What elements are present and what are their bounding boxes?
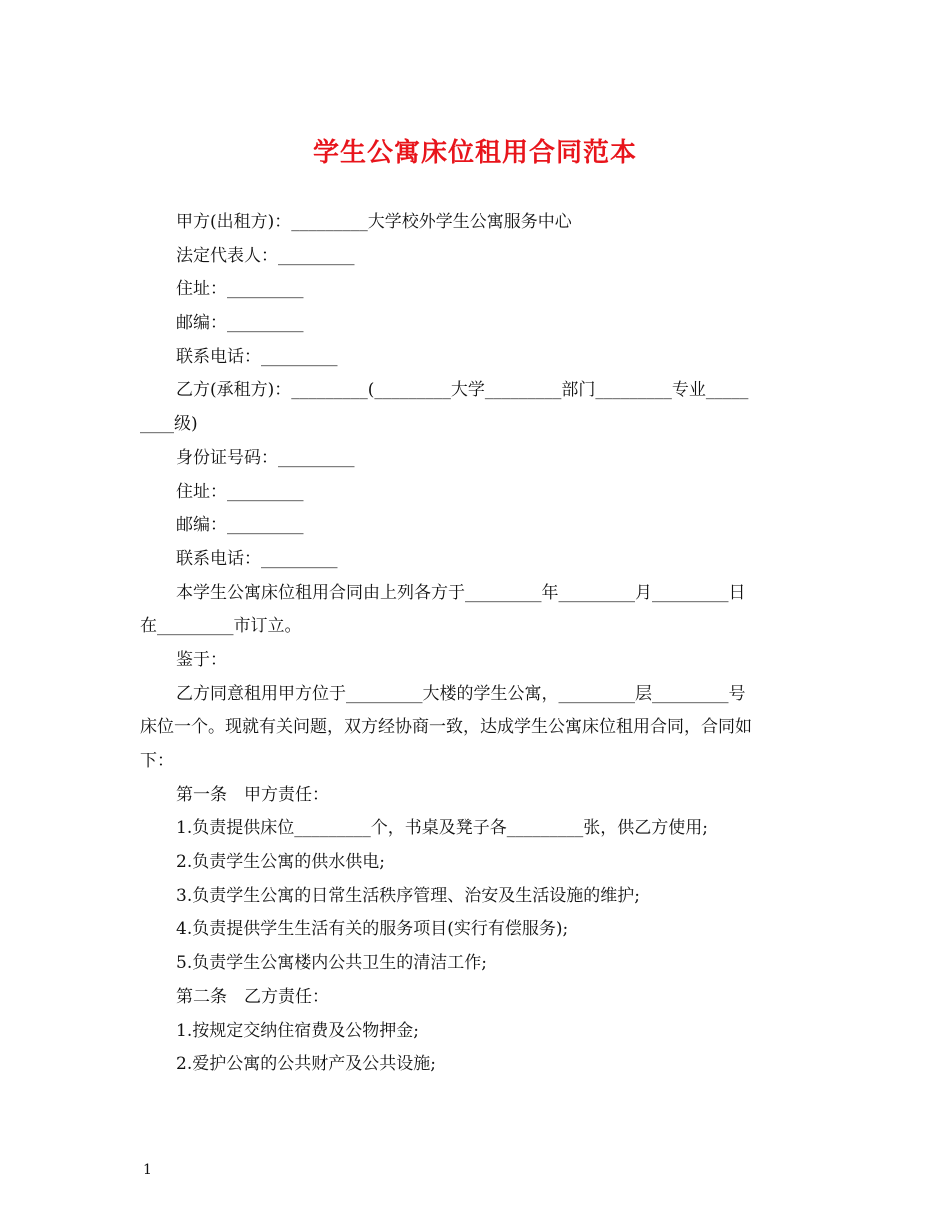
party-b-name-continued: ____级) (140, 414, 198, 435)
preamble-line-1: 乙方同意租用甲方位于_________大楼的学生公寓，_________层_________号 (176, 683, 746, 704)
article-2-item-1: 1.按规定交纳住宿费及公物押金; (176, 1020, 419, 1041)
party-a-postcode: 邮编：_________ (176, 313, 304, 334)
article-1-heading: 第一条 甲方责任： (176, 784, 329, 805)
signing-date-line: 本学生公寓床位租用合同由上列各方于_________年_________月_________日 (176, 582, 746, 603)
party-a-representative: 法定代表人：_________ (176, 245, 355, 266)
document-body (140, 206, 812, 1082)
signing-place-line: 在_________市订立。 (140, 616, 302, 637)
article-1-item-4: 4.负责提供学生生活有关的服务项目(实行有偿服务); (176, 919, 569, 940)
article-1-item-5: 5.负责学生公寓楼内公共卫生的清洁工作; (176, 953, 487, 974)
party-b-phone: 联系电话：_________ (176, 548, 338, 569)
article-2-heading: 第二条 乙方责任： (176, 986, 329, 1007)
article-1-item-2: 2.负责学生公寓的供水供电; (176, 852, 385, 873)
party-b-postcode: 邮编：_________ (176, 515, 304, 536)
article-1-item-3: 3.负责学生公寓的日常生活秩序管理、治安及生活设施的维护; (176, 885, 640, 906)
preamble-line-3: 下： (140, 751, 174, 771)
party-b-name: 乙方(承租方)：_________(_________大学_________部门_________专业_____ (176, 380, 749, 401)
party-a-address: 住址：_________ (176, 279, 304, 300)
whereas-heading: 鉴于： (176, 649, 227, 670)
preamble-line-2: 床位一个。现就有关问题，双方经协商一致，达成学生公寓床位租用合同，合同如 (140, 717, 752, 738)
party-b-id-number: 身份证号码：_________ (176, 447, 355, 468)
party-b-address: 住址：_________ (176, 481, 304, 502)
article-1-item-1: 1.负责提供床位_________个，书桌及凳子各_________张，供乙方使用; (176, 818, 708, 839)
party-a-phone: 联系电话：_________ (176, 346, 338, 367)
article-2-item-2: 2.爱护公寓的公共财产及公共设施; (176, 1054, 436, 1075)
page-number: 1 (143, 1162, 152, 1178)
party-a-name: 甲方(出租方)：_________大学校外学生公寓服务中心 (176, 212, 572, 232)
document-title: 学生公寓床位租用合同范本 (312, 138, 637, 168)
